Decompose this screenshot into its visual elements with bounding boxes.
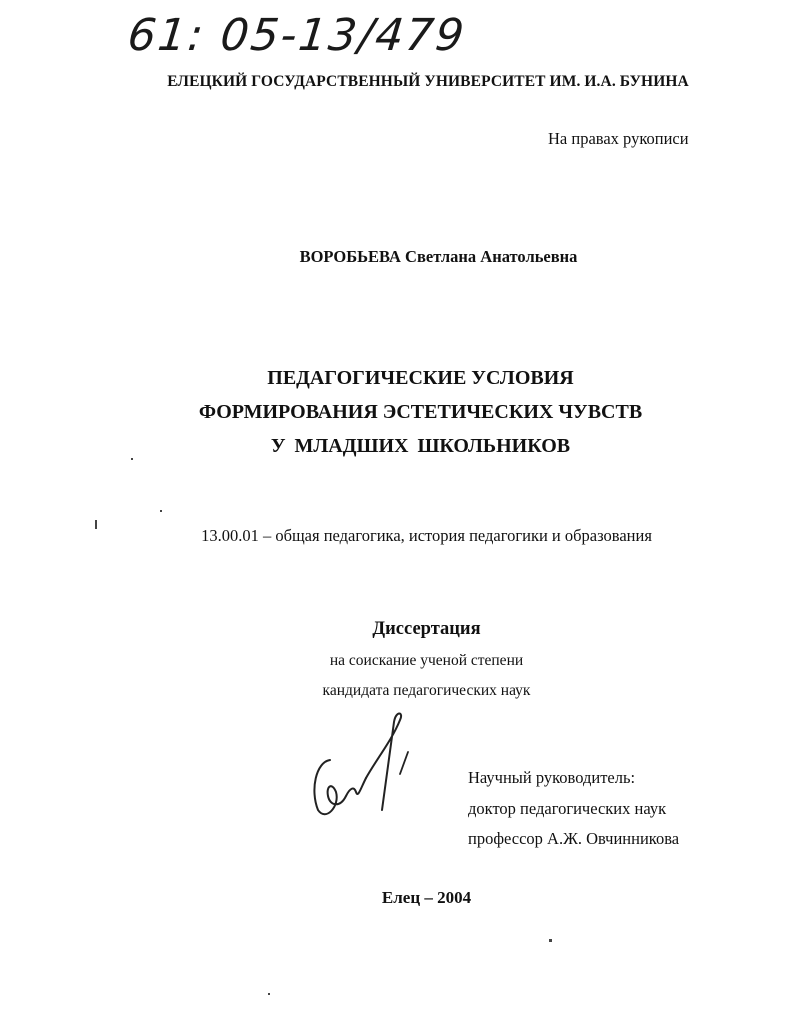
title-line-1: ПЕДАГОГИЧЕСКИЕ УСЛОВИЯ (267, 367, 574, 389)
supervisor-name: профессор А.Ж. Овчинникова (468, 829, 680, 848)
city-year: Елец – 2004 (381, 888, 472, 907)
title-line-3: У МЛАДШИХ ШКОЛЬНИКОВ (270, 435, 571, 457)
scan-speck (549, 939, 552, 942)
scan-speck (95, 520, 97, 529)
dissertation-degree-line-1: на соискание ученой степени (329, 652, 524, 669)
dissertation-heading: Диссертация (372, 619, 481, 639)
author-name: ВОРОБЬЕВА Светлана Анатольевна (299, 247, 578, 266)
scan-speck (268, 993, 270, 995)
supervisor-label: Научный руководитель: (468, 768, 636, 787)
author-signature (296, 710, 426, 830)
scan-speck (160, 510, 162, 512)
rights-note: На правах рукописи (548, 129, 689, 148)
supervisor-degree: доктор педагогических наук (468, 799, 667, 818)
handwritten-archive-number: 61: 05-13/479 (125, 10, 469, 61)
university-name: ЕЛЕЦКИЙ ГОСУДАРСТВЕННЫЙ УНИВЕРСИТЕТ ИМ. И.А. БУНИНА (167, 73, 689, 90)
dissertation-degree-line-2: кандидата педагогических наук (322, 682, 531, 699)
scan-speck (131, 458, 133, 460)
specialty-code: 13.00.01 – общая педагогика, история педагогики и образования (201, 526, 652, 545)
title-line-2: ФОРМИРОВАНИЯ ЭСТЕТИЧЕСКИХ ЧУВСТВ (198, 401, 643, 423)
